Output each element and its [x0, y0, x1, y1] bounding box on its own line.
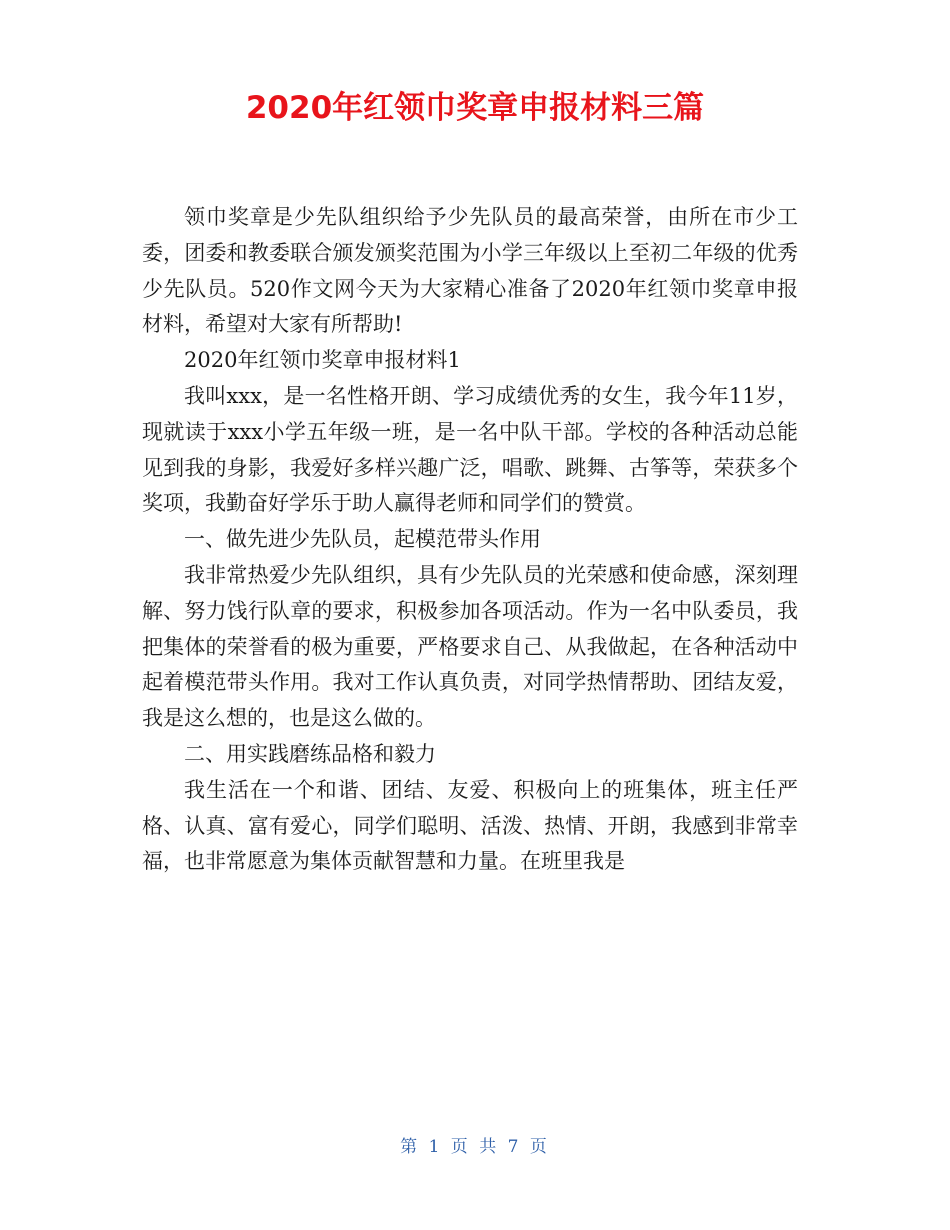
paragraph-self-intro: 我叫xxx，是一名性格开朗、学习成绩优秀的女生，我今年11岁，现就读于xxx小学五年级一班，是一名中队干部。学校的各种活动总能见到我的身影，我爱好多样兴趣广泛，唱歌、跳舞、古筝等，荣获多个奖项，我勤奋好学乐于助人赢得老师和同学们的赞赏。 [142, 383, 798, 516]
paragraph-section-2: 我生活在一个和谐、团结、友爱、积极向上的班集体，班主任严格、认真、富有爱心，同学们聪明、活泼、热情、开朗，我感到非常幸福，也非常愿意为集体贡献智慧和力量。在班里我是 [142, 777, 798, 874]
document-body [142, 200, 798, 880]
paragraph-intro: 领巾奖章是少先队组织给予少先队员的最高荣誉，由所在市少工委，团委和教委联合颁发颁奖范围为小学三年级以上至初二年级的优秀少先队员。520作文网今天为大家精心准备了2020年红领巾奖章申报材料，希望对大家有所帮助! [142, 205, 798, 337]
page-number-footer: 第 1 页 共 7 页 [400, 1137, 550, 1157]
section-heading-material-1: 2020年红领巾奖章申报材料1 [184, 348, 461, 373]
document-title: 2020年红领巾奖章申报材料三篇 [245, 90, 705, 126]
section-heading-1: 一、做先进少先队员，起模范带头作用 [184, 527, 541, 552]
paragraph-section-1: 我非常热爱少先队组织，具有少先队员的光荣感和使命感，深刻理解、努力饯行队章的要求，积极参加各项活动。作为一名中队委员，我把集体的荣誉看的极为重要，严格要求自己、从我做起，在各种活动中起着模范带头作用。我对工作认真负责，对同学热情帮助、团结友爱，我是这么想的，也是这么做的。 [142, 562, 798, 731]
section-heading-2: 二、用实践磨练品格和毅力 [184, 741, 436, 766]
